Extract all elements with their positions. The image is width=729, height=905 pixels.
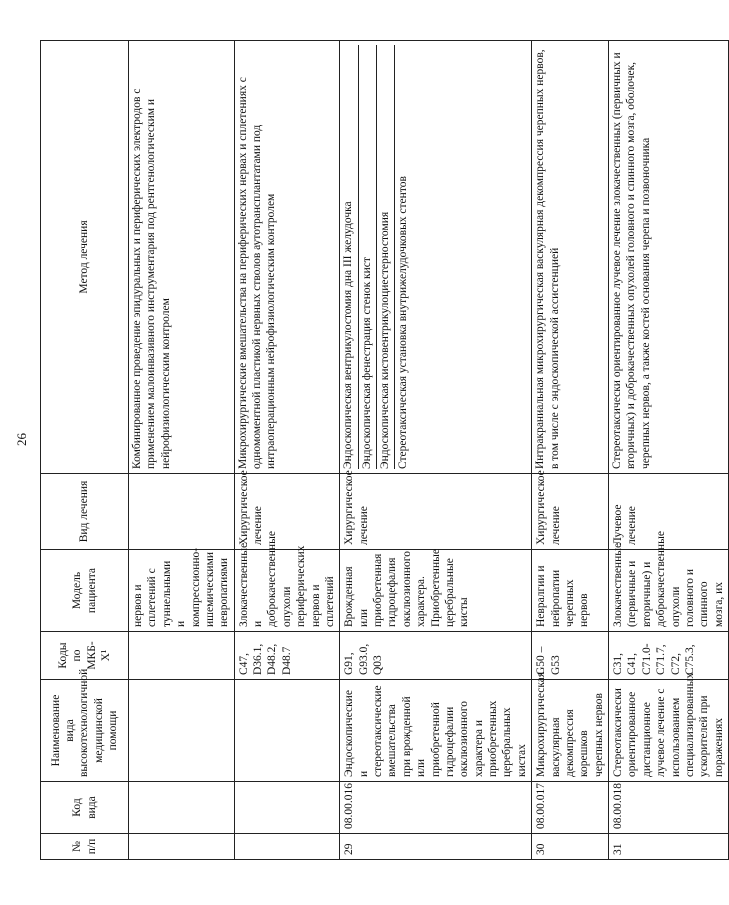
- row-name-cell: Стереотаксически ориентированное дистанционное лучевое лечение с использованием специализированных ускорителей при поражениях: [609, 680, 729, 782]
- row-model-cell: Врожденная или приобретенная гидроцефалия окклюзионного характера. Приобретенные церебральные кисты: [340, 550, 532, 632]
- method-list: [235, 45, 281, 469]
- row-mkb-cell: G91, G93.0, Q03: [340, 632, 532, 680]
- header-mkb: Коды по МКБ-Х¹: [41, 632, 129, 680]
- method-item: Стереотаксическая установка внутрижелудочковых стентов: [397, 176, 410, 469]
- row-num-cell: 31: [609, 834, 729, 860]
- table-row: [234, 41, 340, 860]
- row-method-cell: [609, 41, 729, 474]
- row-code-cell: 08.00.016: [340, 782, 532, 834]
- row-type-cell: Хирургическое лечение: [532, 474, 609, 550]
- table-row: [129, 41, 235, 860]
- row-name-cell: [234, 680, 340, 782]
- method-list: [340, 45, 413, 469]
- header-name: Наименование вида высокотехнологичной медицинской помощи: [41, 680, 129, 782]
- table-row: [609, 41, 729, 860]
- method-list: [532, 45, 564, 469]
- row-type-cell: Хирургическое лечение: [340, 474, 532, 550]
- row-mkb-cell: C31, C41, C71.0- C71.7, C72, C75.3,: [609, 632, 729, 680]
- row-num-cell: 30: [532, 834, 609, 860]
- row-name-cell: Эндоскопические и стереотаксические вмешательства при врожденной или приобретенной гидроцефалии окклюзионного характера и приобретенных церебральных кистах: [340, 680, 532, 782]
- page-number: 26: [14, 433, 29, 446]
- header-type: Вид лечения: [41, 474, 129, 550]
- header-model: Модель пациента: [41, 550, 129, 632]
- row-model-cell: Злокачественные и доброкачественные опухоли периферических нервов и сплетений: [234, 550, 340, 632]
- method-item: Эндоскопическая вентрикулостомия дна III желудочка: [340, 45, 358, 469]
- table-body: [129, 41, 729, 860]
- row-type-cell: Хирургическое лечение: [234, 474, 340, 550]
- method-item: Стереотаксически ориентированное лучевое лечение злокачественных (первичных и вторичных) и доброкачественных опухолей головного и спинного мозга, оболочек, черепных нервов, а также костей основания черепа и позвоночника: [611, 52, 652, 469]
- table-row: [340, 41, 532, 860]
- rotated-table-container: [40, 40, 725, 860]
- method-item: Микрохирургические вмешательства на периферических нервах и сплетениях с одномоментной пластикой нервных стволов аутотрансплантатами под интраоперационным нейрофизиологическим контролем: [236, 77, 278, 469]
- row-model-cell: Невралгии и нейропатии черепных нервов: [532, 550, 609, 632]
- row-code-cell: [234, 782, 340, 834]
- row-mkb-cell: G50 – G53: [532, 632, 609, 680]
- method-list: [609, 45, 655, 469]
- header-method: Метод лечения: [41, 41, 129, 474]
- method-item: Интракраниальная микрохирургическая васкулярная декомпрессия черепных нервов, в том числе с эндоскопической ассистенцией: [534, 49, 561, 469]
- row-method-cell: [532, 41, 609, 474]
- row-num-cell: [234, 834, 340, 860]
- row-mkb-cell: C47, D36.1, D48.2, D48.7: [234, 632, 340, 680]
- row-model-cell: Злокачественные (первичные и вторичные) и доброкачественные опухоли головного и спинного мозга, их: [609, 550, 729, 632]
- header-code: Код вида: [41, 782, 129, 834]
- header-num: № п/п: [41, 834, 129, 860]
- row-method-cell: [234, 41, 340, 474]
- row-num-cell: [129, 834, 235, 860]
- row-method-cell: [129, 41, 235, 474]
- services-table: [40, 40, 729, 860]
- row-method-cell: [340, 41, 532, 474]
- row-type-cell: Лучевое лечение: [609, 474, 729, 550]
- row-code-cell: 08.00.018: [609, 782, 729, 834]
- method-item: Комбинированное проведение эпидуральных и периферических электродов с применением малоинвазивного инструментария под рентгенологическим и нейрофизиологическим контролем: [131, 88, 172, 469]
- table-header-row: [41, 41, 129, 860]
- row-mkb-cell: [129, 632, 235, 680]
- row-name-cell: Микрохирургическая васкулярная декомпрессия корешков черепных нервов: [532, 680, 609, 782]
- row-num-cell: 29: [340, 834, 532, 860]
- table-row: [532, 41, 609, 860]
- row-code-cell: [129, 782, 235, 834]
- method-list: [129, 45, 175, 469]
- row-name-cell: [129, 680, 235, 782]
- method-item: Эндоскопическая кистовентрикулоциестерностомия: [377, 45, 395, 469]
- row-type-cell: [129, 474, 235, 550]
- row-code-cell: 08.00.017: [532, 782, 609, 834]
- row-model-cell: нервов и сплетений с туннельными и компрессионно-ишемическими невропатиями: [129, 550, 235, 632]
- method-item: Эндоскопическая фенестрация стенок кист: [359, 45, 377, 469]
